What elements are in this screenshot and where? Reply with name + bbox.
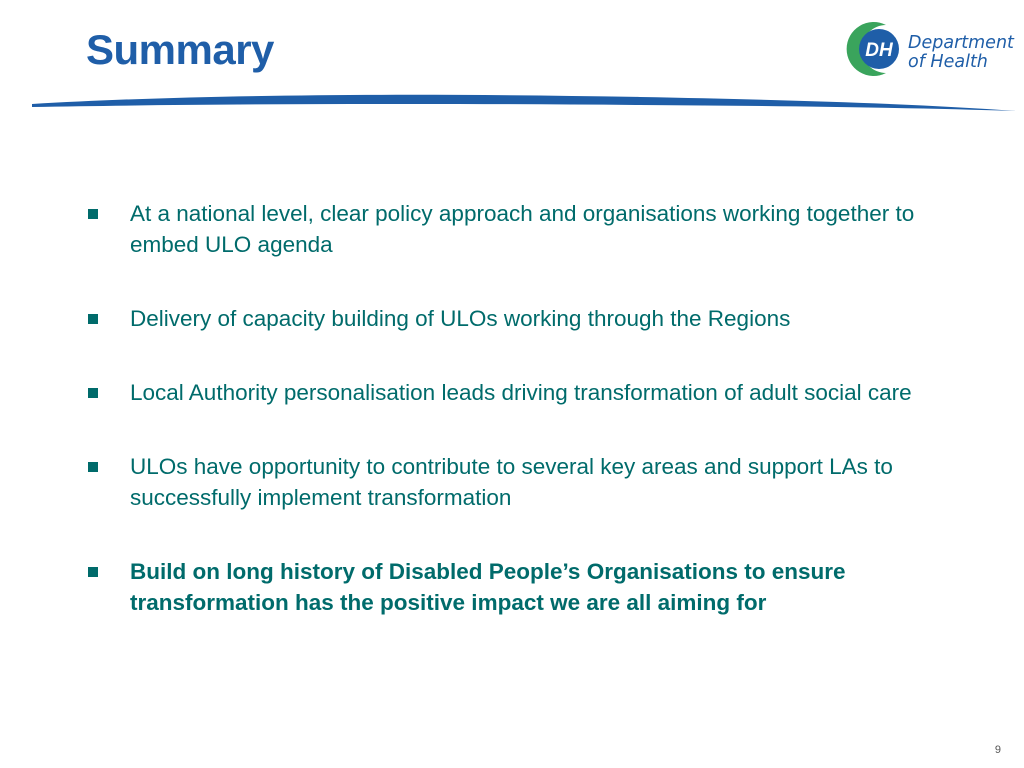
- page-number: 9: [994, 744, 1001, 756]
- square-bullet-icon: [88, 388, 98, 398]
- square-bullet-icon: [88, 209, 98, 219]
- bullet-item: [86, 451, 966, 513]
- bullet-text: At a national level, clear policy approach and organisations working together to embed ULO agenda: [130, 201, 915, 257]
- bullet-item: [86, 303, 966, 334]
- bullet-item: [86, 377, 966, 408]
- logo-line-2: of Health: [908, 52, 988, 72]
- bullet-text: Delivery of capacity building of ULOs working through the Regions: [130, 306, 791, 331]
- logo-wordmark: [908, 34, 1014, 72]
- slide-title: Summary: [86, 26, 274, 73]
- logo-mark-text: DH: [865, 40, 893, 61]
- bullet-text: Build on long history of Disabled People’s Organisations to ensure transformation has the positive impact we are all aiming for: [130, 559, 846, 615]
- square-bullet-icon: [88, 462, 98, 472]
- square-bullet-icon: [88, 567, 98, 577]
- summary-bullet-list: [86, 198, 966, 661]
- square-bullet-icon: [88, 314, 98, 324]
- logo-line-1: Department: [908, 33, 1014, 53]
- bullet-item-emphasized: [86, 556, 966, 618]
- dh-logo-mark: [846, 20, 906, 78]
- bullet-text: Local Authority personalisation leads driving transformation of adult social care: [130, 380, 912, 405]
- bullet-item: [86, 198, 966, 260]
- department-of-health-logo: [846, 20, 1016, 82]
- bullet-text: ULOs have opportunity to contribute to several key areas and support LAs to successfully implement transformation: [130, 454, 893, 510]
- header-swoosh-divider: [0, 90, 1024, 120]
